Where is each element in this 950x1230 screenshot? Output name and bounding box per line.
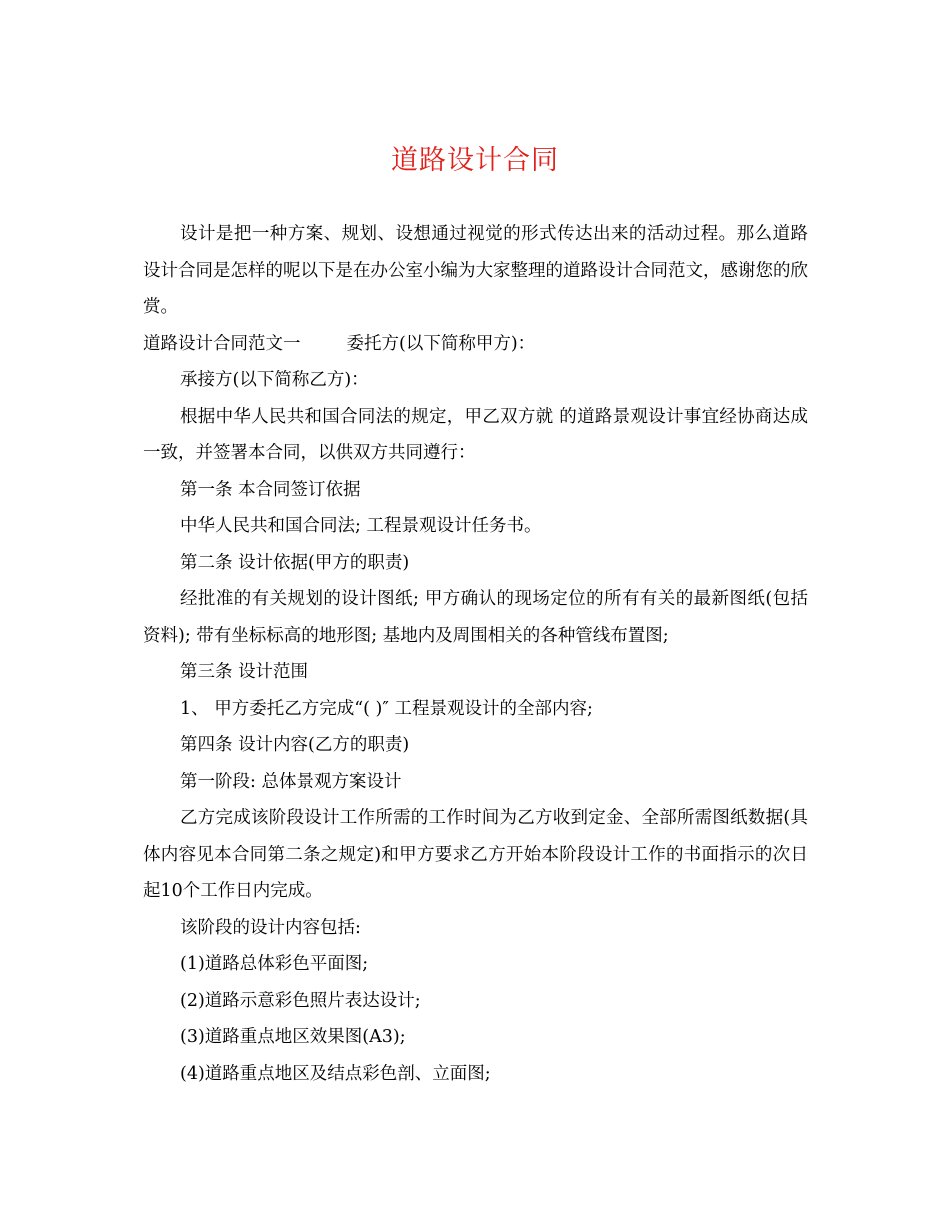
paragraph-sample-heading	[143, 326, 808, 363]
article-1-content: 中华人民共和国合同法; 工程景观设计任务书。	[180, 516, 542, 536]
article-2-heading: 第二条 设计依据(甲方的职责)	[180, 552, 410, 573]
phase-1-item-3: (3)道路重点地区效果图(A3);	[180, 1027, 406, 1047]
phase-1-item-1: (1)道路总体彩色平面图;	[180, 954, 369, 974]
phase-1-item-2: (2)道路示意彩色照片表达设计;	[180, 990, 421, 1011]
sample-heading-label: 道路设计合同范文一	[143, 333, 301, 354]
phase-1-content-intro: 该阶段的设计内容包括:	[180, 917, 361, 938]
paragraph-agreement: 根据中华人民共和国合同法的规定，甲乙双方就 的道路景观设计事宜经协商达成一致，并签署本合同，以供双方共同遵行：	[143, 406, 808, 463]
phase-1-item-4: (4)道路重点地区及结点彩色剖、立面图;	[180, 1063, 491, 1084]
document-title: 道路设计合同	[391, 145, 559, 176]
paragraph-contractor-party: 承接方(以下简称乙方)：	[180, 370, 369, 390]
article-3-item-1: 1、 甲方委托乙方完成“( )″ 工程景观设计的全部内容;	[180, 698, 593, 719]
article-2-content: 经批准的有关规划的设计图纸; 甲方确认的现场定位的所有有关的最新图纸(包括资料); 带有坐标标高的地形图; 基地内及周围相关的各种管线布置图;	[143, 589, 808, 646]
article-1-heading: 第一条 本合同签订依据	[180, 479, 361, 500]
paragraph-intro: 设计是把一种方案、规划、设想通过视觉的形式传达出来的活动过程。那么道路设计合同是怎样的呢以下是在办公室小编为大家整理的道路设计合同范文，感谢您的欣赏。	[143, 224, 808, 317]
phase-1-heading: 第一阶段: 总体景观方案设计	[180, 771, 402, 792]
article-4-heading: 第四条 设计内容(乙方的职责)	[180, 735, 410, 755]
client-party-label: 委托方(以下简称甲方)：	[346, 333, 536, 354]
article-3-heading: 第三条 设计范围	[180, 662, 309, 682]
document-body	[143, 216, 808, 1092]
phase-1-timeline: 乙方完成该阶段设计工作所需的工作时间为乙方收到定金、全部所需图纸数据(具体内容见本合同第二条之规定)和甲方要求乙方开始本阶段设计工作的书面指示的次日起10个工作日内完成。	[143, 808, 808, 901]
